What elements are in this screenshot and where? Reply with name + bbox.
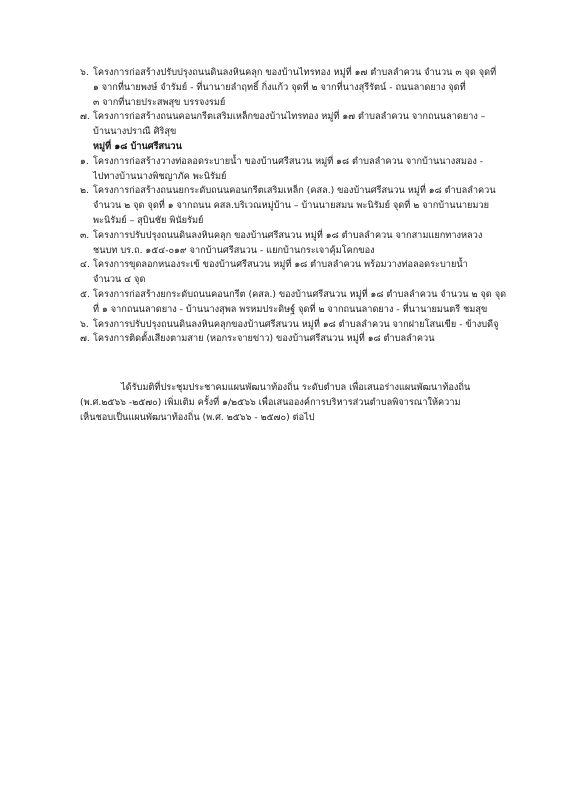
item-text-line: โครงการติดตั้งเสียงตามสาย (หอกระจายข่าว) ของบ้านศรีสนวน หมู่ที่ ๑๘ ตำบลลำควน <box>93 333 435 345</box>
item-text-line: โครงการก่อสร้างถนนยกระดับถนนคอนกรีตเสริมเหล็ก (คสล.) ของบ้านศรีสนวน หมู่ที่ ๑๘ ตำบลลำควน <box>93 185 496 197</box>
closing-line: ได้รับมติที่ประชุมประชาคมแผนพัฒนาท้องถิ่น ระดับตำบล เพื่อเสนอร่างแผนพัฒนาท้องถิ่น <box>121 382 471 394</box>
list-item <box>80 229 502 259</box>
item-text-line: ที่ ๑ จากถนนลาดยาง - บ้านนางสุพล พรหมประดิษฐ์ จุดที่ ๒ จากถนนลาดยาง - ที่นานายมนตรี ชมสุข <box>93 303 488 315</box>
item-text-line: โครงการก่อสร้างวางท่อลอดระบายน้ำ ของบ้านศรีสนวน หมู่ที่ ๑๘ ตำบลลำควน จากบ้านนางสมอง - <box>93 155 484 167</box>
project-list-top <box>80 66 502 140</box>
item-text-line: ๑ จากที่นายพงษ์ จำรัมย์ - ที่นานายลำฤทธิ์ กิ่งแก้ว จุดที่ ๒ จากที่นางสุรีรัตน์ - ถนนลาดยาง จุดที่ <box>93 81 466 93</box>
list-item <box>80 110 502 140</box>
item-text-line: ไปทางบ้านนางพิชญาภัค พะนิรัมย์ <box>93 170 227 182</box>
project-list-section <box>80 155 507 347</box>
item-number: ๓. <box>80 229 90 241</box>
item-text-line: โครงการก่อสร้างถนนคอนกรีตเสริมเหล็กของบ้านไทรทอง หมู่ที่ ๑๗ ตำบลลำควน จากถนนลาดยาง – <box>93 111 486 123</box>
section-heading: หมู่ที่ ๑๘ บ้านศรีสนวน <box>93 140 182 152</box>
list-item <box>80 258 502 288</box>
list-item <box>80 288 507 318</box>
closing-line: เห็นชอบเป็นแผนพัฒนาท้องถิ่น (พ.ศ. ๒๕๖๖ - ๒๕๗๐) ต่อไป <box>80 411 315 423</box>
closing-paragraph <box>80 381 502 425</box>
item-text-line: จำนวน ๔ จุด <box>93 274 146 286</box>
list-item <box>80 318 502 333</box>
list-item <box>80 332 502 347</box>
document-body <box>80 66 507 426</box>
item-text-line: โครงการก่อสร้างยกระดับถนนคอนกรีต (คสล.) ของบ้านศรีสนวน หมู่ที่ ๑๘ ตำบลลำควน จำนวน ๒ จุด จุด <box>93 288 507 300</box>
item-text-line: โครงการก่อสร้างปรับปรุงถนนดินลงหินคลุก ของบ้านไทรทอง หมู่ที่ ๑๗ ตำบลลำควน จำนวน ๓ จุด จุดที่ <box>93 67 497 78</box>
item-number: ๗. <box>80 333 90 345</box>
item-number: ๕. <box>80 288 90 300</box>
closing-line: (พ.ศ.๒๕๖๖ -๒๕๗๐) เพิ่มเติม ครั้งที่ ๑/๒๕๖๖ เพื่อเสนอองค์การบริหารส่วนตำบลพิจารณาให้ความ <box>80 396 461 408</box>
item-text-line: โครงการปรับปรุงถนนดินลงหินคลุก ของบ้านศรีสนวน หมู่ที่ ๑๘ ตำบลลำควน จากสามแยกทางหลวง <box>93 229 483 241</box>
item-number: ๖. <box>80 67 89 78</box>
list-item <box>80 184 502 228</box>
item-number: ๒. <box>80 185 89 197</box>
item-text-line: ชนบท บร.ถ. ๑๕๔-๐๑๙ จากบ้านศรีสนวน - แยกบ้านกระเจาคุ้มโคกของ <box>93 244 375 256</box>
item-number: ๖. <box>80 318 89 330</box>
list-item <box>80 155 502 185</box>
item-number: ๑. <box>80 155 89 167</box>
item-text-line: จำนวน ๒ จุด จุดที่ ๑ จากถนน คสล.บริเวณหมู่บ้าน – บ้านนายสมน พะนิรัมย์ จุดที่ ๒ จากบ้านนายมวย <box>93 200 489 212</box>
list-item <box>80 66 502 110</box>
item-number: ๗. <box>80 111 90 123</box>
item-text-line: โครงการขุดลอกหนองระเข้ ของบ้านศรีสนวน หมู่ที่ ๑๘ ตำบลลำควน พร้อมวางท่อลอดระบายน้ำ <box>93 259 468 271</box>
item-text-line: พะนิรัมย์ – สุบินชัย พินัยรัมย์ <box>93 214 204 226</box>
item-text-line: บ้านนางปราณี ศิริสุข <box>93 126 177 138</box>
item-text-line: โครงการปรับปรุงถนนดินลงหินคลุกของบ้านศรีสนวน หมู่ที่ ๑๘ ตำบลลำควน จากฝายโสนเขีย - ข้างบดีจู <box>93 318 499 330</box>
item-text-line: ๓ จากที่นายประสพสุข บรรจงรมย์ <box>93 96 226 108</box>
item-number: ๔. <box>80 259 90 271</box>
